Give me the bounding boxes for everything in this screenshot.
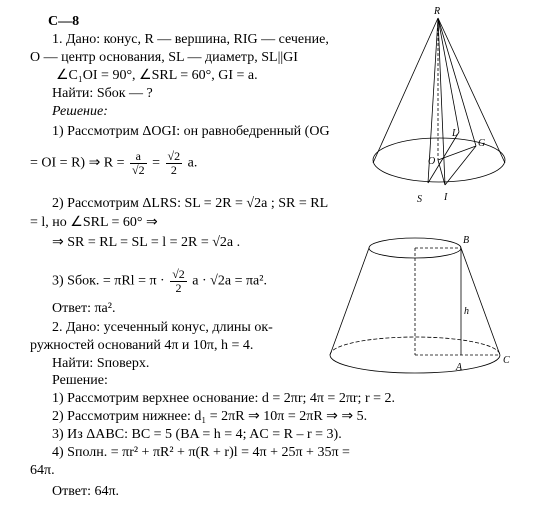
p2-step3: 3) Из ΔABC: BC = 5 (BA = h = 4; AC = R – r = 3). [52, 427, 342, 442]
cone-generatrix-right [438, 18, 505, 163]
p2-step4-line1: 4) Sполн. = πr² + πR² + π(R + r)l = 4π + 25π + 35π = [52, 445, 350, 460]
lateral-edge-left [330, 248, 369, 355]
label-A: A [456, 362, 463, 373]
lateral-edge-BC [461, 248, 500, 355]
p1-step1-text-c: a. [187, 155, 198, 171]
p1-given-line2: O — центр основания, SL — диаметр, SL||GI [30, 50, 298, 65]
p1-step1-text-a: = OI = R) ⇒ R = [30, 155, 125, 171]
label-I: I [444, 192, 448, 203]
fraction-numerator: √2 [172, 267, 185, 281]
p1-step2-line3: ⇒ SR = RL = SL = l = 2R = √2a . [52, 235, 241, 250]
p1-step2-line2: = l, но ∠SRL = 60° ⇒ [30, 215, 158, 230]
p1-step1-line1: 1) Рассмотрим ΔOGI: он равнобедренный (OG [52, 124, 330, 139]
fraction-a-over-sqrt2 [130, 150, 147, 177]
bottom-base-front-arc [330, 355, 500, 373]
label-B: B [463, 235, 470, 246]
cone-section-figure [360, 0, 520, 210]
generatrix-RG [438, 18, 476, 146]
fraction-sqrt2-over-2 [166, 150, 183, 177]
fraction-denominator: 2 [170, 163, 177, 177]
fraction-denominator: √2 [132, 163, 145, 177]
p2-find: Найти: Sповерх. [52, 356, 150, 371]
p2-step1: 1) Рассмотрим верхнее основание: d = 2πr; 4π = 2πr; r = 2. [52, 391, 396, 406]
fraction-denominator: 2 [175, 281, 182, 295]
truncated-cone-figure [320, 230, 520, 380]
p1-answer: Ответ: πa². [52, 301, 116, 316]
p1-step3-text-b: a · √2a = πa². [192, 273, 267, 289]
label-h: h [464, 306, 469, 317]
p2-given-line2: ружностей оснований 4π и 10π, h = 4. [30, 338, 254, 353]
p2-step4-line2: 64π. [30, 463, 55, 478]
p1-step1-line2 [30, 150, 197, 177]
p1-step3 [52, 268, 267, 295]
label-L: L [452, 128, 458, 139]
p1-step3-text-a: 3) Sбок. = πRl = π · [52, 273, 165, 289]
p1-find: Найти: Sбок — ? [52, 86, 153, 101]
problem-label: С—8 [48, 14, 80, 29]
generatrix-RL [438, 18, 459, 132]
p1-step1-text-b: = [152, 155, 161, 171]
p1-solution-heading: Решение: [52, 104, 108, 119]
p1-given-line3: ∠C₁OI = 90°, ∠SRL = 60°, GI = a. [56, 68, 258, 83]
label-R: R [434, 6, 441, 17]
label-C: C [503, 355, 510, 366]
p2-step2: 2) Рассмотрим нижнее: d₁ = 2πR ⇒ 10π = 2πR ⇒ ⇒ 5. [52, 409, 368, 424]
label-G: G [478, 138, 486, 149]
fraction-numerator: √2 [167, 149, 181, 163]
fraction-numerator: a [130, 150, 147, 164]
p2-answer: Ответ: 64π. [52, 484, 120, 499]
p2-solution-heading: Решение: [52, 373, 108, 388]
p1-step2-line1: 2) Рассмотрим ΔLRS: SL = 2R = √2a ; SR = RL [52, 196, 329, 211]
p2-given-line1: 2. Дано: усеченный конус, длины ок- [52, 320, 273, 335]
fraction-sqrt2-over-2 [170, 268, 187, 295]
label-S: S [417, 194, 422, 205]
p1-given-line1: 1. Дано: конус, R — вершина, RIG — сечение, [52, 32, 329, 47]
label-O: O [428, 156, 436, 167]
